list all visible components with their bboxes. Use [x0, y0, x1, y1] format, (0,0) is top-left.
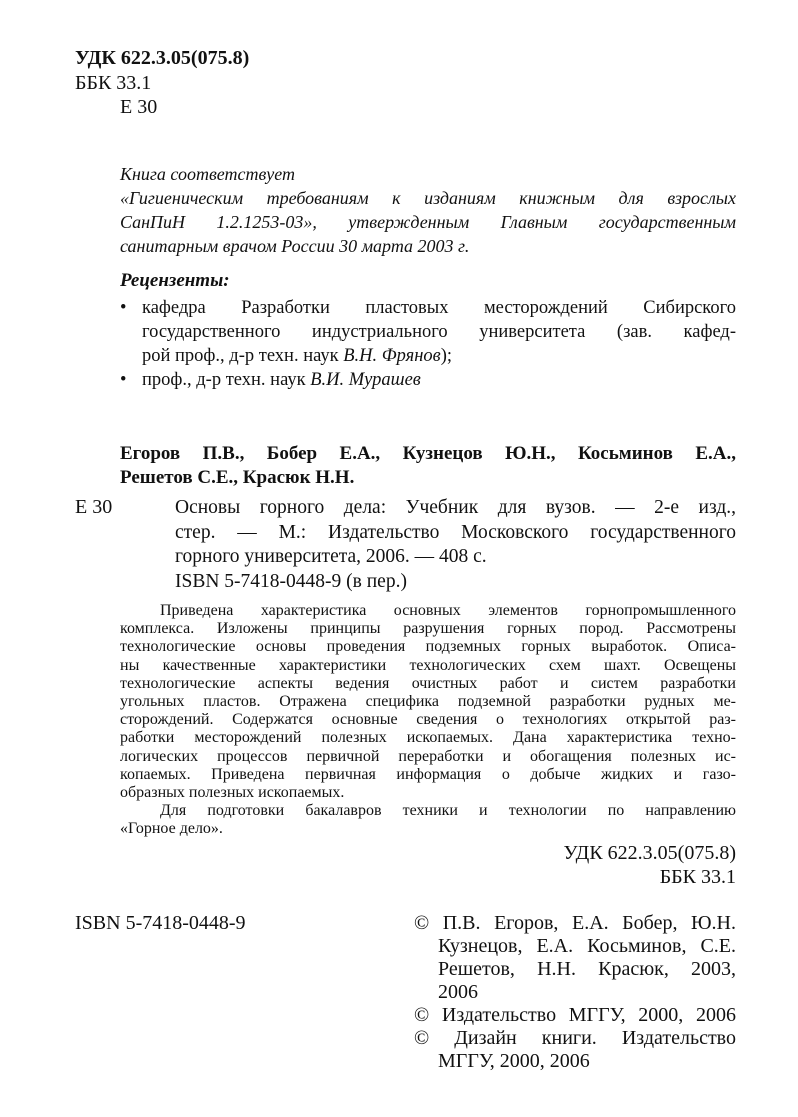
isbn-bottom: ISBN 5-7418-0448-9	[75, 912, 246, 934]
annotation-line: угольных пластов. Отражена специфика подземной разработки рудных ме-	[120, 693, 736, 711]
entry-code: Е 30	[75, 496, 113, 518]
bbk-code-bottom: ББК 33.1	[659, 866, 736, 888]
hygiene-line: Книга соответствует	[120, 164, 296, 184]
annotation-line: работки месторождений полезных ископаемых. Дана характеристика техно-	[120, 729, 736, 747]
bbk-code-top: ББК 33.1	[75, 72, 152, 94]
annotation-line: Приведена характеристика основных элементов горнопромышленного	[160, 602, 736, 619]
annotation-line: «Горное дело».	[120, 820, 223, 838]
entry-line: Основы горного дела: Учебник для вузов. — 2-е изд.,	[175, 497, 736, 518]
authors-line: Егоров П.В., Бобер Е.А., Кузнецов Ю.Н., Косьминов Е.А.,	[120, 443, 736, 464]
entry-line: стер. — М.: Издательство Московского государственного	[175, 521, 736, 543]
bullet-icon: •	[120, 298, 127, 318]
udk-code-top: УДК 622.3.05(075.8)	[75, 47, 250, 69]
authors	[120, 442, 736, 490]
annotation-line: образных полезных ископаемых.	[120, 784, 345, 802]
copyright-line: Кузнецов, Е.А. Косьминов, С.Е.	[438, 935, 736, 957]
annotation-line: ны качественные характеристики технологических схем шахт. Освещены	[120, 656, 736, 674]
copyright-line: МГГУ, 2000, 2006	[438, 1050, 590, 1072]
reviewer-item	[120, 368, 736, 392]
copyright-line: © Дизайн книги. Издательство	[414, 1027, 736, 1049]
copyright-line: © П.В. Егоров, Е.А. Бобер, Ю.Н.	[414, 912, 736, 934]
reviewer-item	[120, 296, 736, 368]
hygiene-line: «Гигиеническим требованиям к изданиям книжным для взрослых	[120, 188, 736, 208]
udk-code-bottom: УДК 622.3.05(075.8)	[563, 842, 736, 864]
bibliographic-entry	[175, 496, 736, 594]
annotation	[120, 602, 736, 839]
reviewer-line: кафедра Разработки пластовых месторождений Сибирского	[142, 298, 736, 318]
reviewer-name: В.И. Мурашев	[310, 370, 421, 390]
hygiene-line: СанПиН 1.2.1253-03», утвержденным Главным государственным	[120, 212, 736, 232]
author-code-top: Е 30	[120, 96, 158, 118]
annotation-line: логических процессов первичной переработки и обогащения полезных ис-	[120, 747, 736, 765]
annotation-line: технологические аспекты ведения очистных работ и систем разработки	[120, 674, 736, 692]
annotation-line: Для подготовки бакалавров техники и технологии по направлению	[160, 802, 736, 820]
annotation-line: технологические основы проведения подземных горных выработок. Описа-	[120, 638, 736, 656]
entry-line: горного университета, 2006. — 408 с.	[175, 546, 487, 567]
copyright-line: © Издательство МГГУ, 2000, 2006	[414, 1004, 736, 1026]
bullet-icon: •	[120, 370, 127, 390]
hygiene-note	[120, 162, 736, 258]
annotation-line: сторождений. Содержатся основные сведения о технологиях открытой раз-	[120, 711, 736, 729]
authors-line: Решетов С.Е., Красюк Н.Н.	[120, 467, 355, 488]
reviewers-list	[120, 296, 736, 392]
reviewer-text: проф., д-р техн. наук	[142, 370, 311, 390]
copyright-line: 2006	[438, 981, 478, 1003]
reviewer-line: государственного индустриального университета (зав. кафед-	[142, 322, 736, 342]
reviewers-heading: Рецензенты:	[120, 270, 230, 291]
reviewer-line	[142, 344, 736, 368]
copyright-line: Решетов, Н.Н. Красюк, 2003,	[438, 958, 736, 980]
hygiene-line: санитарным врачом России 30 марта 2003 г.	[120, 236, 470, 256]
copyright-block	[414, 912, 736, 1073]
reviewer-text: рой проф., д-р техн. наук	[142, 346, 344, 366]
reviewer-text: );	[440, 346, 453, 366]
entry-isbn: ISBN 5-7418-0448-9 (в пер.)	[175, 570, 407, 592]
annotation-line: копаемых. Приведена первичная информация о добыче жидких и газо-	[120, 765, 736, 783]
reviewer-line	[142, 368, 736, 392]
annotation-line: комплекса. Изложены принципы разрушения горных пород. Рассмотрены	[120, 620, 736, 638]
reviewer-name: В.Н. Фрянов	[343, 346, 441, 366]
